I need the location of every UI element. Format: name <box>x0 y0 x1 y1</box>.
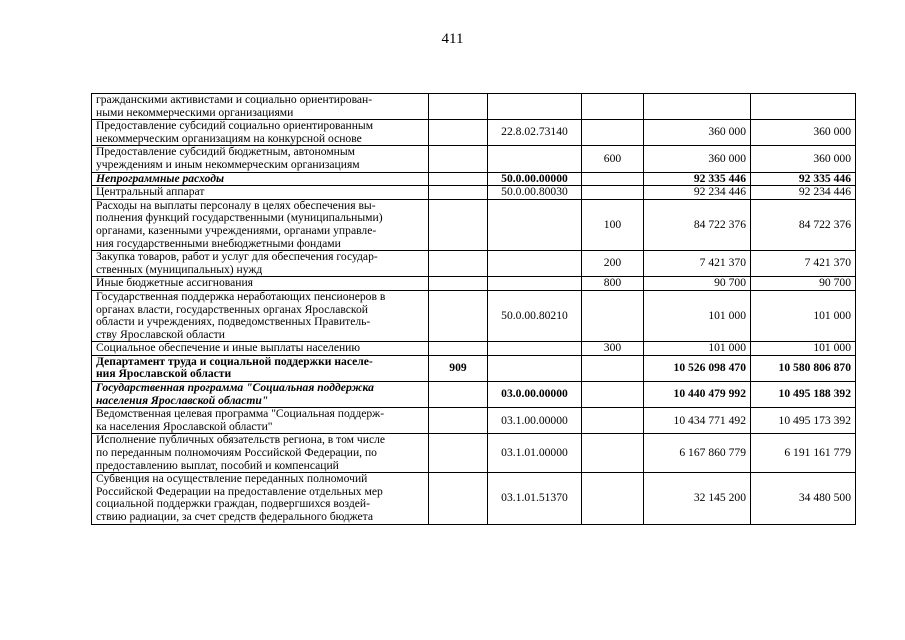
expense-name-line: Ведомственная целевая программа "Социальная поддерж- <box>96 407 385 421</box>
expense-name-line: ствию радиации, за счет средств федерального бюджета <box>96 510 374 523</box>
amount-year1-cell: 32 145 200 <box>644 473 751 524</box>
table-row <box>92 146 856 172</box>
amount-year1-cell: 7 421 370 <box>644 251 751 277</box>
expense-name-cell <box>92 434 429 473</box>
expense-name-line: населения Ярославской области" <box>96 393 269 407</box>
expense-type-cell <box>582 290 644 341</box>
dept-code-cell <box>429 186 488 200</box>
target-article-cell <box>488 355 582 381</box>
amount-year2-cell: 92 335 446 <box>751 172 856 186</box>
expense-type-cell: 100 <box>582 199 644 250</box>
expense-name-line: Закупка товаров, работ и услуг для обеспечения государ- <box>96 250 378 264</box>
amount-year2-cell: 101 000 <box>751 290 856 341</box>
table-row <box>92 473 856 524</box>
expense-name-cell <box>92 277 429 291</box>
expense-name-line: Исполнение публичных обязательств региона, в том числе <box>96 433 386 447</box>
dept-code-cell <box>429 277 488 291</box>
table-row <box>92 277 856 291</box>
target-article-cell: 03.1.01.00000 <box>488 434 582 473</box>
amount-year2-cell: 90 700 <box>751 277 856 291</box>
target-article-cell <box>488 342 582 356</box>
expense-name-line: ными некоммерческими организациями <box>96 105 294 119</box>
expense-name-line: Центральный аппарат <box>96 185 205 199</box>
expense-name-line: Иные бюджетные ассигнования <box>96 276 253 290</box>
expense-name-line: области и учреждениях, подведомственных Правитель- <box>96 315 371 329</box>
expense-name-line: социальной поддержки граждан, подвергшихся воздей- <box>96 497 370 511</box>
expense-name-cell <box>92 120 429 146</box>
expense-name-cell <box>92 355 429 381</box>
expense-name-line: ственных (муниципальных) нужд <box>96 262 263 276</box>
amount-year2-cell: 6 191 161 779 <box>751 434 856 473</box>
amount-year1-cell: 10 440 479 992 <box>644 382 751 408</box>
table-row <box>92 251 856 277</box>
expense-name-line: ния Ярославской области <box>96 367 232 381</box>
table-row <box>92 120 856 146</box>
expense-name-cell <box>92 186 429 200</box>
target-article-cell <box>488 94 582 120</box>
expense-name-line: Государственная поддержка неработающих пенсионеров в <box>96 290 386 303</box>
target-article-cell <box>488 199 582 250</box>
amount-year1-cell: 101 000 <box>644 290 751 341</box>
expense-name-cell <box>92 342 429 356</box>
amount-year2-cell: 360 000 <box>751 120 856 146</box>
expense-name-line: ния государственными внебюджетными фондами <box>96 236 341 250</box>
target-article-cell: 03.0.00.00000 <box>488 382 582 408</box>
amount-year2-cell: 101 000 <box>751 342 856 356</box>
expense-name-line: по переданным полномочиям Российской Федерации, по <box>96 446 377 460</box>
expense-name-line: гражданскими активистами и социально ориентирован- <box>96 93 373 106</box>
expense-type-cell <box>582 434 644 473</box>
expense-name-line: ству Ярославской области <box>96 327 225 341</box>
expense-name-line: Социальное обеспечение и иные выплаты населению <box>96 341 361 355</box>
expense-type-cell <box>582 355 644 381</box>
expense-type-cell: 200 <box>582 251 644 277</box>
expense-name-line: Российской Федерации на предоставление отдельных мер <box>96 484 383 498</box>
table-row <box>92 382 856 408</box>
amount-year1-cell: 10 434 771 492 <box>644 408 751 434</box>
target-article-cell: 50.0.00.00000 <box>488 172 582 186</box>
target-article-cell: 03.1.00.00000 <box>488 408 582 434</box>
table-row <box>92 342 856 356</box>
amount-year1-cell: 92 234 446 <box>644 186 751 200</box>
expense-name-cell <box>92 473 429 524</box>
amount-year2-cell: 92 234 446 <box>751 186 856 200</box>
expense-name-cell <box>92 199 429 250</box>
expense-type-cell: 600 <box>582 146 644 172</box>
amount-year1-cell: 84 722 376 <box>644 199 751 250</box>
expense-name-line: Расходы на выплаты персоналу в целях обеспечения вы- <box>96 199 376 212</box>
expense-name-cell <box>92 382 429 408</box>
dept-code-cell: 909 <box>429 355 488 381</box>
dept-code-cell <box>429 408 488 434</box>
dept-code-cell <box>429 473 488 524</box>
expense-name-cell <box>92 146 429 172</box>
target-article-cell: 50.0.00.80210 <box>488 290 582 341</box>
table-row <box>92 408 856 434</box>
dept-code-cell <box>429 434 488 473</box>
table-row <box>92 199 856 250</box>
budget-table <box>91 93 856 525</box>
target-article-cell <box>488 277 582 291</box>
amount-year1-cell: 6 167 860 779 <box>644 434 751 473</box>
expense-name-cell <box>92 94 429 120</box>
amount-year2-cell: 10 495 188 392 <box>751 382 856 408</box>
amount-year1-cell: 92 335 446 <box>644 172 751 186</box>
expense-type-cell <box>582 186 644 200</box>
expense-name-line: некоммерческим организациям на конкурсной основе <box>96 131 362 145</box>
table-row <box>92 290 856 341</box>
target-article-cell <box>488 251 582 277</box>
dept-code-cell <box>429 290 488 341</box>
target-article-cell: 50.0.00.80030 <box>488 186 582 200</box>
expense-name-cell <box>92 290 429 341</box>
expense-type-cell <box>582 94 644 120</box>
page-number: 411 <box>441 31 464 47</box>
target-article-cell: 22.8.02.73140 <box>488 120 582 146</box>
budget-table-body <box>92 94 856 525</box>
dept-code-cell <box>429 199 488 250</box>
amount-year2-cell: 10 495 173 392 <box>751 408 856 434</box>
amount-year1-cell: 360 000 <box>644 120 751 146</box>
dept-code-cell <box>429 342 488 356</box>
amount-year2-cell: 10 580 806 870 <box>751 355 856 381</box>
dept-code-cell <box>429 172 488 186</box>
amount-year2-cell: 360 000 <box>751 146 856 172</box>
amount-year1-cell: 90 700 <box>644 277 751 291</box>
expense-type-cell <box>582 120 644 146</box>
expense-name-line: Предоставление субсидий бюджетным, автономным <box>96 145 356 159</box>
amount-year1-cell: 101 000 <box>644 342 751 356</box>
expense-name-line: Государственная программа "Социальная поддержка <box>96 381 374 395</box>
expense-name-line: органами, казенными учреждениями, органами управле- <box>96 223 377 237</box>
dept-code-cell <box>429 146 488 172</box>
table-row <box>92 94 856 120</box>
target-article-cell: 03.1.01.51370 <box>488 473 582 524</box>
expense-name-line: полнения функций государственными (муниципальными) <box>96 211 383 225</box>
expense-name-line: предоставлению выплат, пособий и компенсаций <box>96 458 339 472</box>
amount-year1-cell: 360 000 <box>644 146 751 172</box>
expense-name-line: Департамент труда и социальной поддержки населе- <box>96 355 373 368</box>
expense-type-cell: 800 <box>582 277 644 291</box>
target-article-cell <box>488 146 582 172</box>
dept-code-cell <box>429 251 488 277</box>
expense-type-cell: 300 <box>582 342 644 356</box>
dept-code-cell <box>429 94 488 120</box>
expense-name-line: учреждениям и иным некоммерческим организациям <box>96 157 360 171</box>
expense-name-cell <box>92 172 429 186</box>
amount-year2-cell: 84 722 376 <box>751 199 856 250</box>
expense-name-cell <box>92 408 429 434</box>
amount-year2-cell <box>751 94 856 120</box>
table-row <box>92 355 856 381</box>
amount-year1-cell <box>644 94 751 120</box>
table-row <box>92 186 856 200</box>
dept-code-cell <box>429 120 488 146</box>
amount-year2-cell: 34 480 500 <box>751 473 856 524</box>
expense-name-cell <box>92 251 429 277</box>
expense-name-line: органах власти, государственных органах Ярославской <box>96 302 368 316</box>
expense-name-line: Непрограммные расходы <box>96 172 225 185</box>
table-row <box>92 434 856 473</box>
amount-year1-cell: 10 526 098 470 <box>644 355 751 381</box>
expense-name-line: ка населения Ярославской области" <box>96 419 273 433</box>
dept-code-cell <box>429 382 488 408</box>
expense-name-line: Субвенция на осуществление переданных полномочий <box>96 472 368 486</box>
amount-year2-cell: 7 421 370 <box>751 251 856 277</box>
expense-type-cell <box>582 382 644 408</box>
expense-type-cell <box>582 408 644 434</box>
expense-type-cell <box>582 473 644 524</box>
table-row <box>92 172 856 186</box>
expense-name-line: Предоставление субсидий социально ориентированным <box>96 119 374 133</box>
expense-type-cell <box>582 172 644 186</box>
